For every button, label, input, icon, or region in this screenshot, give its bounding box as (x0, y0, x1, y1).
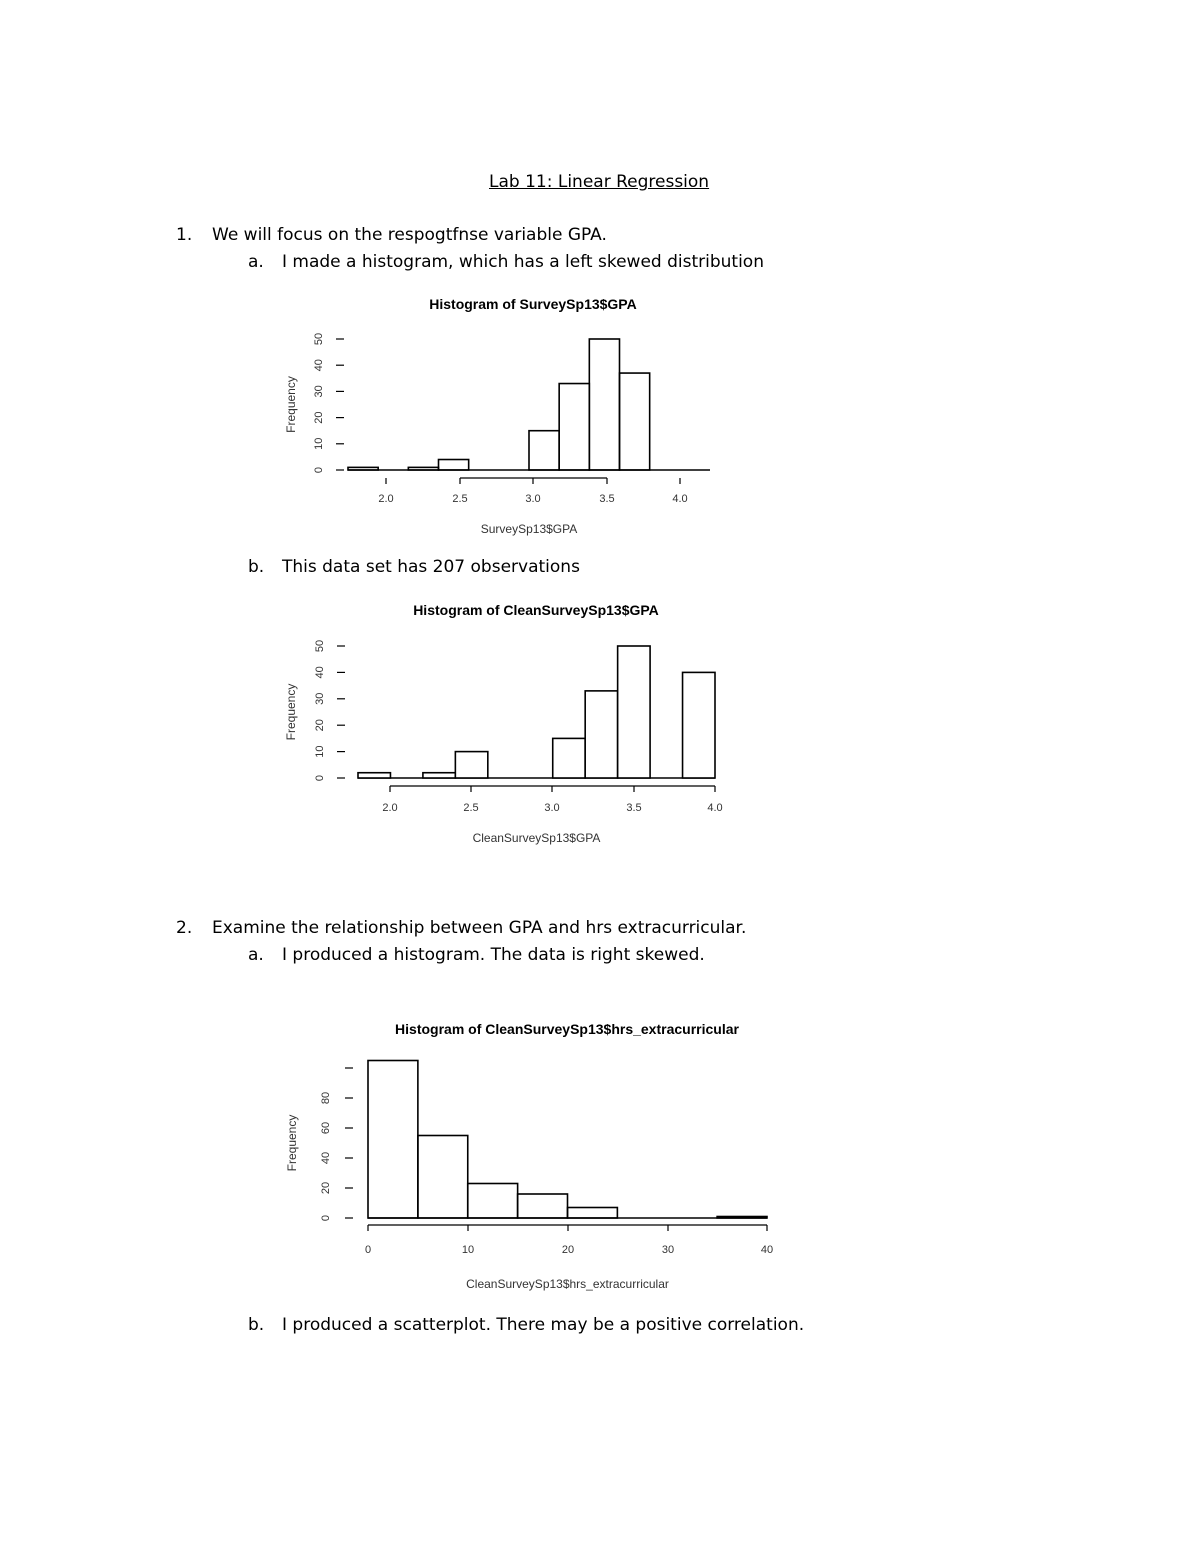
chart-2-bar (423, 773, 455, 778)
chart-2-title: Histogram of CleanSurveySp13$GPA (413, 602, 659, 618)
item-1b-text: This data set has 207 observations (282, 557, 580, 577)
chart-1-y-tick-label: 0 (313, 466, 325, 474)
chart-2-x-tick-label: 2.5 (463, 802, 479, 814)
chart-3-x-tick-label: 10 (461, 1244, 475, 1256)
chart-2-bar (358, 773, 390, 778)
chart-3-bar (368, 1061, 418, 1219)
chart-1-x-tick-label: 2.5 (452, 493, 468, 505)
chart-2-y-tick-label: 40 (314, 666, 326, 679)
chart-3-y-tick-label: 60 (320, 1121, 332, 1135)
chart-1-y-tick-label: 10 (313, 437, 325, 450)
chart-1-title: Histogram of SurveySp13$GPA (429, 296, 637, 312)
chart-2-y-tick-label: 20 (314, 719, 326, 732)
question-1-text: We will focus on the respogtfnse variable GPA. (212, 225, 607, 245)
chart-2-x-axis-label: CleanSurveySp13$GPA (472, 831, 601, 845)
chart-2-y-tick-label: 50 (314, 639, 326, 653)
chart-1-bar (439, 460, 469, 470)
chart-3-x-tick-label: 20 (561, 1244, 575, 1256)
chart-2-y-tick-label: 0 (314, 774, 326, 782)
chart-1-bar (559, 384, 589, 470)
chart-2-bar (455, 752, 487, 778)
chart-3-x-tick-label: 30 (661, 1244, 675, 1256)
chart-2-y-tick-label: 30 (314, 692, 326, 705)
item-2b-letter: b. (248, 1315, 265, 1335)
chart-1-x-tick-label: 3.5 (599, 493, 615, 505)
chart-1-y-tick-label: 20 (313, 411, 325, 424)
chart-3-bar (518, 1194, 568, 1218)
item-1a-letter: a. (248, 252, 264, 272)
chart-2-bar (553, 738, 585, 778)
chart-3-y-tick-label: 20 (320, 1181, 332, 1195)
chart-3-x-tick-label: 40 (760, 1244, 774, 1256)
item-2a-letter: a. (248, 945, 264, 965)
chart-1-x-tick-label: 2.0 (378, 493, 394, 505)
chart-2-x-tick-label: 2.0 (382, 802, 398, 814)
chart-1-bar (529, 431, 559, 470)
chart-1-bar (348, 467, 378, 470)
chart-3-bar (418, 1136, 468, 1219)
chart-1-y-axis-label: Frequency (284, 376, 298, 433)
chart-1-y-tick-label: 30 (313, 385, 325, 398)
chart-1-bar (620, 373, 650, 470)
item-1a-text: I made a histogram, which has a left skewed distribution (282, 252, 764, 272)
chart-2-bar (585, 691, 617, 778)
chart-3-x-axis-label: CleanSurveySp13$hrs_extracurricular (466, 1277, 669, 1291)
question-2-number: 2. (176, 918, 193, 938)
chart-2-x-tick-label: 4.0 (707, 802, 723, 814)
chart-2-x-tick-label: 3.5 (626, 802, 642, 814)
chart-1-bar (589, 339, 619, 470)
chart-2-x-tick-label: 3.0 (544, 802, 560, 814)
chart-2-y-tick-label: 10 (314, 745, 326, 758)
chart-1-y-tick-label: 40 (313, 359, 325, 372)
item-1b-letter: b. (248, 557, 265, 577)
chart-1-x-tick-label: 4.0 (672, 493, 688, 505)
item-2b-text: I produced a scatterplot. There may be a positive correlation. (282, 1315, 805, 1335)
chart-3-title: Histogram of CleanSurveySp13$hrs_extracurricular (395, 1021, 739, 1037)
chart-2-y-axis-label: Frequency (284, 683, 298, 741)
chart-3-y-tick-label: 80 (320, 1091, 332, 1105)
chart-3-y-axis-label: Frequency (285, 1114, 299, 1172)
item-2a-text: I produced a histogram. The data is right skewed. (282, 945, 705, 965)
chart-3-x-tick-label: 0 (364, 1244, 372, 1256)
chart-3-bar (468, 1184, 518, 1219)
chart-3-y-tick-label: 0 (320, 1214, 332, 1222)
chart-1-x-tick-label: 3.0 (525, 493, 541, 505)
chart-3-y-tick-label: 40 (320, 1151, 332, 1165)
chart-3-bar (717, 1217, 767, 1219)
chart-3-bar (568, 1208, 618, 1219)
question-2-text: Examine the relationship between GPA and hrs extracurricular. (212, 918, 747, 938)
chart-1-x-axis-label: SurveySp13$GPA (480, 522, 578, 536)
question-1-number: 1. (176, 225, 193, 245)
chart-2-bar (683, 672, 715, 778)
chart-1-bar (408, 467, 438, 470)
page-title: Lab 11: Linear Regression (489, 172, 710, 192)
chart-1-y-tick-label: 50 (313, 332, 325, 346)
chart-2-bar (618, 646, 650, 778)
